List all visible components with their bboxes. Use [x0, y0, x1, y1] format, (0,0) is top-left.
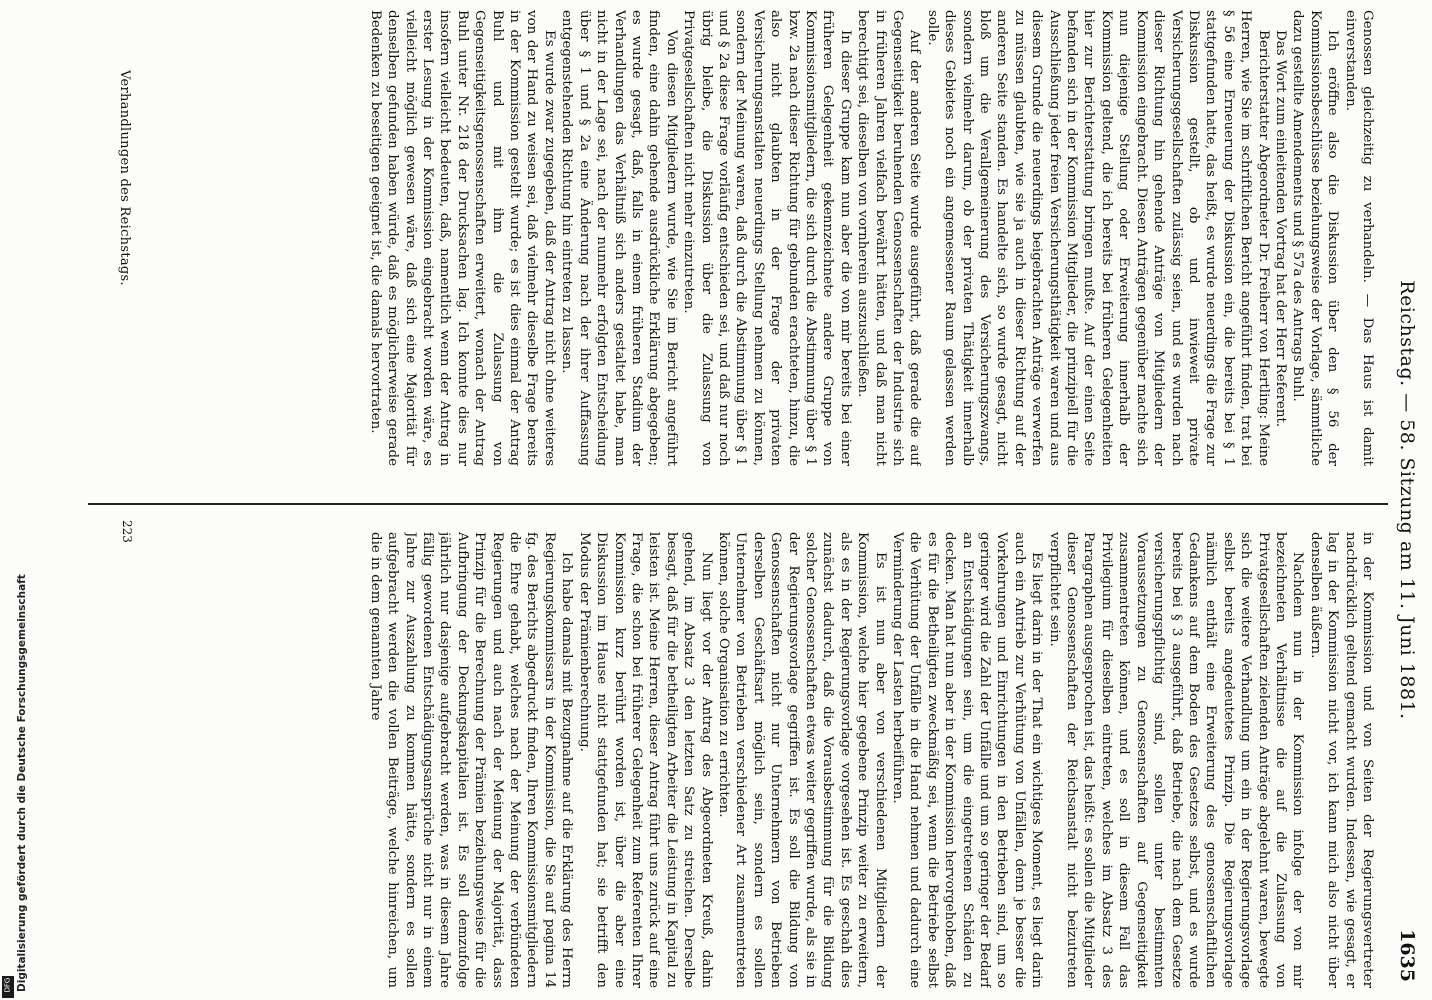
paragraph: Nachdem nun in der Kommission infolge der von mir bezeichneten Verhältnisse die auf die Zulassung von Privatgesellschaften zielenden Anträge abgelehnt waren, bewegte sich die weitere Verhandlung um ein in der Regierungsvorlage selbst bereits angedeutetes Prinzip. Die Regierungsvorlage nämlich enthält eine Erweiterung des genossenschaftlichen Gedankens auf dem Boden des Gesetzes selbst, und es wurde bereits bei § 3 ausgeführt, daß Betriebe, die nach dem Gesetze versicherungspflichtig sind, sollen unter bestimmten Voraussetzungen zu Genossenschaften auf Gegenseitigkeit zusammentreten können, und es soll in diesem Fall das Privilegium für dieselben eintreten, welches im Absatz 3 des Paragraphen ausgesprochen ist, das heißt: es sollen die Mitglieder dieser Genossenschaften der Reichsanstalt nicht beizutreten verpflichtet sein.: [1046, 532, 1306, 988]
logo-text: DFG: [3, 977, 12, 993]
right-column: [96, 532, 1376, 988]
dfg-logo-icon: [2, 976, 14, 998]
page-number: 1635: [1396, 929, 1418, 982]
paragraph: Das Wort zum einleitenden Vortrag hat der Herr Referent.: [1272, 30, 1288, 428]
paragraph: In dieser Gruppe kam nun aber die von mir bereits bei einer früheren Gelegenheit gekennzeichnete andere Gruppe von Kommissionsmitgliedern, die sich durch die Abstimmung über § 1 bzw. 2a nach dieser Richtung für gebunden erachteten, hinzu, die also nicht glaubten in der Frage der privaten Versicherungsanstalten neuerdings Stellung nehmen zu können, sondern der Meinung waren, daß durch die Abstimmung über § 1 und § 2a diese Frage vorläufig entschieden sei, und daß nur noch übrig bleibe, die Diskussion über die Zulassung von Privatgesellschaften nicht mehr einzutreten.: [681, 10, 853, 466]
signature-mark: 223: [120, 520, 134, 543]
credit-text: Digitalisierung gefördert durch die Deutsche Forschungsgemeinschaft: [16, 574, 28, 992]
paragraph: Von diesen Mitgliedern wurde, wie Sie im Bericht angeführt finden, eine dahin gehende ausdrückliche Erklärung abgegeben; es wurde gesagt, daß, falls in einem früheren Stadium der Verhandlungen das Verhältniß sich anders gestaltet habe, man nicht in der Lage sei, nach der nunmehr erfolgten Entscheidung über § 1 und § 2a eine Änderung nach der ihrer Auffassung entgegenstehenden Richtung hin eintreten zu lassen.: [559, 10, 679, 466]
paragraph: in der Kommission und von Seiten der Regierungsvertreter nachdrücklich geltend gemacht wurden. Indessen, wie gesagt, er lag in der Kommission nicht vor, ich kann mich also nicht über denselben äußern.: [1307, 532, 1375, 988]
digitization-credit: [2, 574, 28, 1000]
paragraph: Ich habe damals mit Bezugnahme auf die Erklärung des Herrn Regierungskommissars in der Kommission, die Sie auf pagina 14 fg. des Berichts abgedruckt finden, Ihren Kommissionsmitgliedern die Ehre gehabt, welches nach der Meinung der verbündeten Regierungen und auch nach der Meinung der Majorität, dass Prinzip für die Berechnung der Prämien beziehungsweise für die Aufbringung der Deckungskapitalien ist. Es soll demzufolge jährlich nur dasjenige aufgebracht werden, was in diesem Jahre fällig gewordenen Entschädigungsansprüche nicht nur in einem Jahre zur Auszahlung zu kommen hätte, sondern es sollen aufgebracht werden die vollen Beiträge, welche hinreichen, um die in dem genannten Jahre: [367, 532, 575, 988]
footer-source-line: Verhandlungen des Reichstags.: [117, 70, 132, 286]
paragraph: Es wurde zwar zugegeben, daß der Antrag nicht ohne weiteres von der Hand zu weisen sei, daß vielmehr dieselbe Frage bereits in der Kommission gestellt wurde; es ist dies einmal der Antrag Buhl und mit ihm die Zulassung von Gegenseitigkeitsgenossenschaften erweitert, wonach der Antrag Buhl unter Nr. 218 der Drucksachen lag. Ich konnte dies nur insofern vielleicht bedeuten, daß, namentlich wenn der Antrag in erster Lesung in der Kommission eingebracht worden wäre, es vielleicht möglich gewesen wäre, daß sich eine Majorität für denselben gefunden haben würde, daß es möglicherweise gerade Bedenken zu beseitigen geeignet ist, die damals hervortraten.: [367, 10, 557, 466]
paragraph: Ich eröffne also die Diskussion über den § 56 der Kommissionsbeschlüsse beziehungsweise der Vorlage, sämmtliche dazu gestellte Amendements und § 57a des Antrags Buhl.: [1290, 10, 1341, 466]
paragraph: Nun liegt vor der Antrag des Abgeordneten Kreuß, dahin gehend, im Absatz 3 den letzten Satz zu streichen. Derselbe besagt, daß für die betheiligten Arbeiter die Leistung in Kapital zu leisten ist. Meine Herren, dieser Antrag führt uns zurück auf eine Frage, die schon bei früherer Gelegenheit zum Referenten Ihrer Kommission kurz berührt worden ist, über die aber eine Diskussion im Hause nicht stattgefunden hat; sie betrifft den Modus der Prämienberechnung.: [576, 532, 714, 988]
paragraph: Es liegt darin in der That ein wichtiges Moment, es liegt darin auch ein Antrieb zur Verhütung von Unfällen, denn je besser die Vorkehrungen und Einrichtungen in den Betrieben sind, um so geringer wird die Zahl der Unfälle und um so geringer der Bedarf an Entschädigungen sein, um die eingetretenen Schäden zu decken. Man hat nun aber in der Kommission hervorgehoben, daß es für die Betheiligten zweckmäßig sei, wenn die Betriebe selbst die Verhütung der Unfälle in die Hand nehmen und dadurch eine Verminderung der Lasten herbeiführen.: [890, 532, 1045, 988]
left-column: [96, 10, 1376, 466]
paragraph: Auf der anderen Seite wurde ausgeführt, daß gerade die auf Gegenseitigkeit beruhenden Genossenschaften der Industrie sich in früheren Jahren vielfach bewährt hätten, und daß man nicht berechtigt sei, dieselben von vornherein auszuschließen.: [855, 10, 923, 466]
paragraph: Genossen gleichzeitig zu verhandeln. — Das Haus ist damit einverstanden.: [1342, 10, 1375, 466]
paragraph: Berichterstatter Abgeordneter Dr. Freiherr von Hertling: Meine Herren, wie Sie im schriftlichen Bericht angeführt finden, trat bei § 56 eine Erneuerung der Diskussion ein, die bereits bei § 1 stattgefunden hatte, das heißt, es wurde neuerdings die Frage zur Diskussion gestellt, ob und inwieweit private Versicherungsgesellschaften zulässig seien, und es wurden nach dieser Richtung hin gehende Anträge von Mitgliedern der Kommission eingebracht. Diesen Anträgen gegenüber machte sich nun diejenige Stellung oder Erweiterung innerhalb der Kommission geltend, die ich bereits bei früheren Gelegenheiten hier zur Berichterstattung bringen mußte. Auf der einen Seite befanden sich in der Kommission Mitglieder, die prinzipiell für die Ausschließung jeder freien Versicherungsthätigkeit waren und aus diesem Grunde die neuerdings beigebrachten Anträge verwerfen zu müssen glaubten, wie sie ja auch in dieser Richtung auf der anderen Seite standen. Es handelte sich, so wurde gesagt, nicht bloß um die Verallgemeinerung des Versicherungszwangs, sondern vielmehr darum, ob der privaten Thätigkeit innerhalb dieses Gebietes noch ein angemessener Raum gelassen werden solle.: [924, 10, 1271, 466]
page-header: [1388, 18, 1418, 982]
paragraph: Es ist nun aber von verschiedenen Mitgliedern der Kommission, welche hier gegebene Prinzip weiter zu erweitern, als es in der Regierungsvorlage vorgesehen ist. Es geschah dies zunächst dadurch, daß die Vorausbestimmung für die Bildung solcher Genossenschaften etwas weiter gegriffen wurde, als sie in der Regierungsvorlage gegriffen ist. Es soll die Bildung von Genossenschaften nicht nur Unternehmern von Betrieben derselben Geschäftsart möglich sein, sondern es sollen Unternehmer von Betrieben verschiedener Art zusammentreten können, solche Organisation zu errichten.: [715, 532, 888, 988]
header-title: Reichstag. — 58. Sitzung am 11. Juni 1881.: [1396, 280, 1418, 720]
column-divider: [88, 503, 1388, 505]
